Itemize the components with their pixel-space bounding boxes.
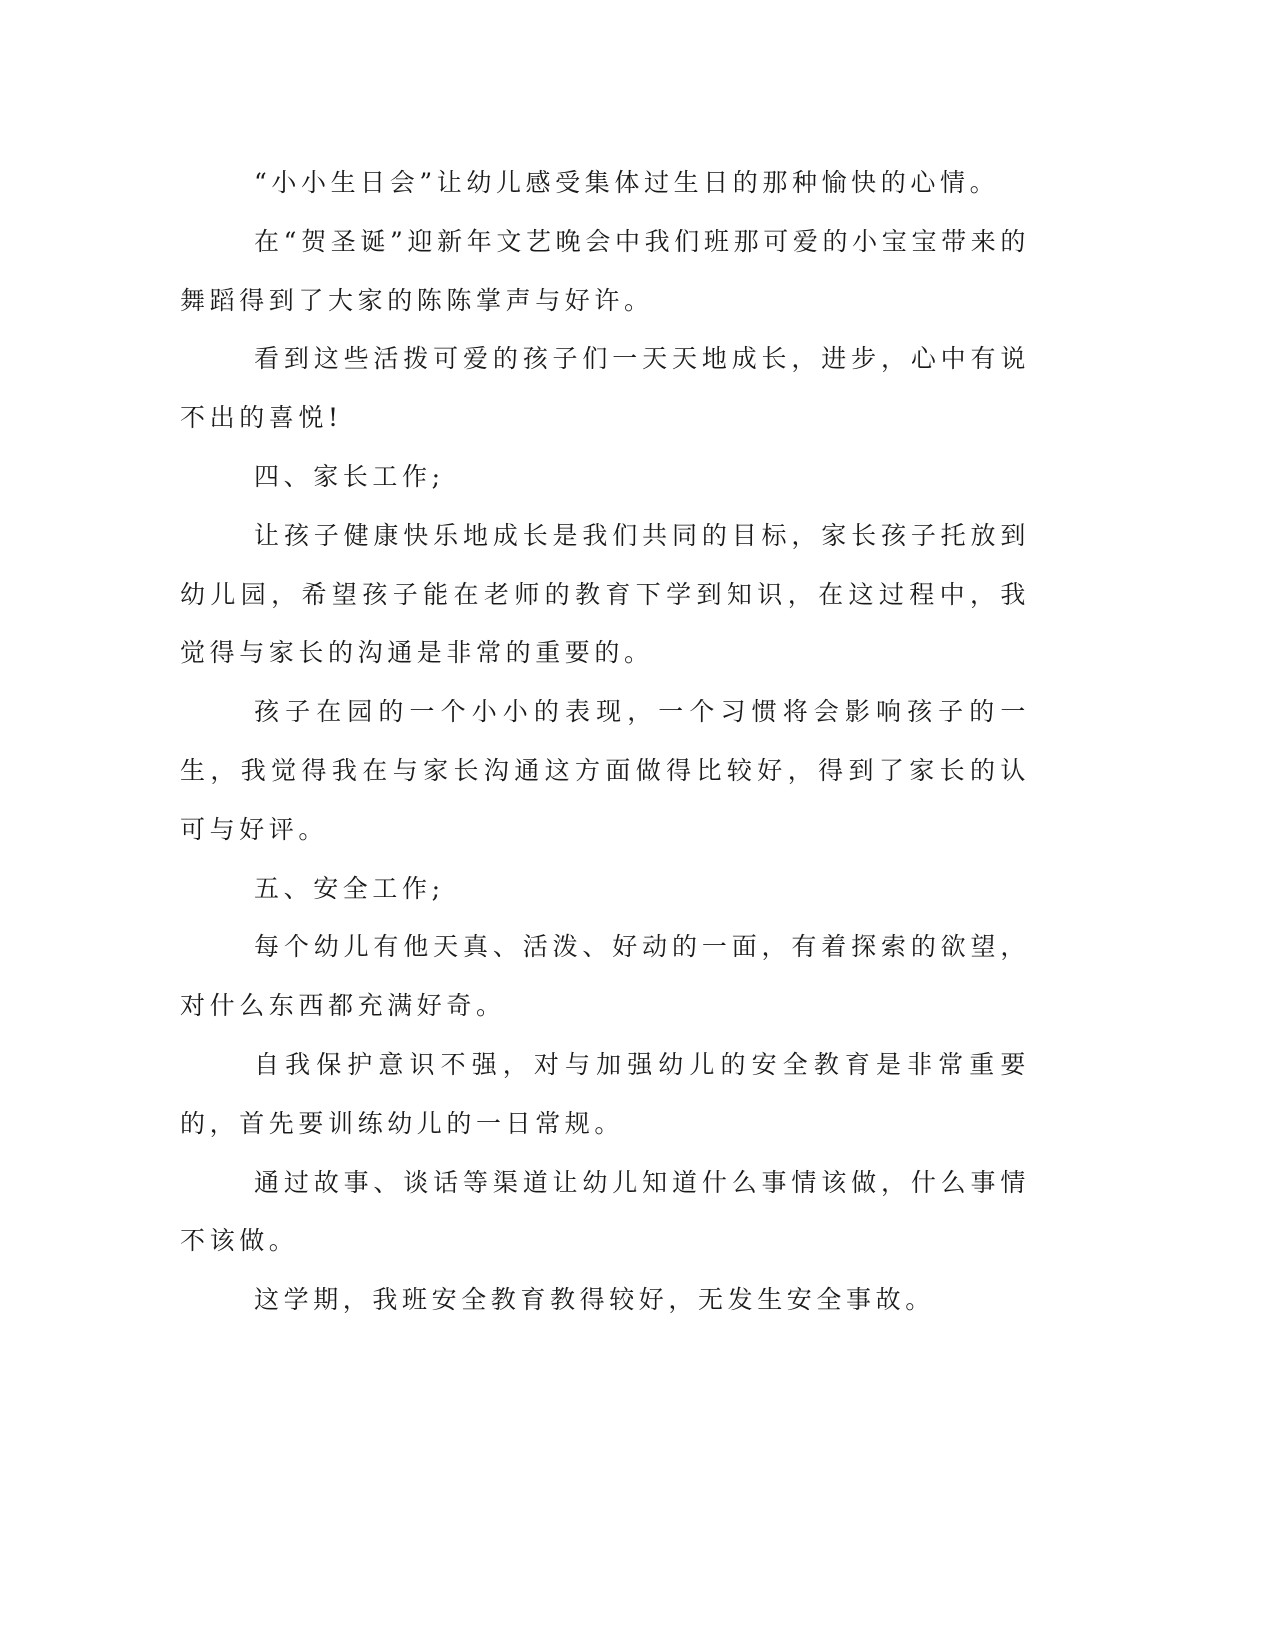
paragraph-growth-joy: 看到这些活拨可爱的孩子们一天天地成长，进步，心中有说不出的喜悦! bbox=[180, 344, 1030, 433]
paragraph-stories-talks: 通过故事、谈话等渠道让幼儿知道什么事情该做，什么事情不该做。 bbox=[180, 1167, 1030, 1256]
paragraph-self-protection: 自我保护意识不强，对与加强幼儿的安全教育是非常重要的，首先要训练幼儿的一日常规。 bbox=[180, 1049, 1030, 1138]
paragraph-christmas-gala: 在“贺圣诞”迎新年文艺晚会中我们班那可爱的小宝宝带来的舞蹈得到了大家的陈陈掌声与好许。 bbox=[180, 226, 1030, 315]
paragraph-shared-goal: 让孩子健康快乐地成长是我们共同的目标，家长孩子托放到幼儿园，希望孩子能在老师的教育下学到知识，在这过程中，我觉得与家长的沟通是非常的重要的。 bbox=[180, 520, 1030, 668]
section-heading-safety-work: 五、安全工作; bbox=[254, 873, 445, 903]
paragraph-parent-communication: 孩子在园的一个小小的表现，一个习惯将会影响孩子的一生，我觉得我在与家长沟通这方面做得比较好，得到了家长的认可与好评。 bbox=[180, 697, 1030, 844]
document-body bbox=[180, 154, 1030, 1330]
paragraph-birthday: “小小生日会”让幼儿感受集体过生日的那种愉快的心情。 bbox=[254, 168, 1000, 197]
paragraph-curiosity: 每个幼儿有他天真、活泼、好动的一面，有着探索的欲望，对什么东西都充满好奇。 bbox=[180, 932, 1030, 1021]
section-heading-parent-work: 四、家长工作; bbox=[254, 461, 445, 491]
paragraph-safety-summary: 这学期，我班安全教育教得较好，无发生安全事故。 bbox=[254, 1285, 935, 1315]
